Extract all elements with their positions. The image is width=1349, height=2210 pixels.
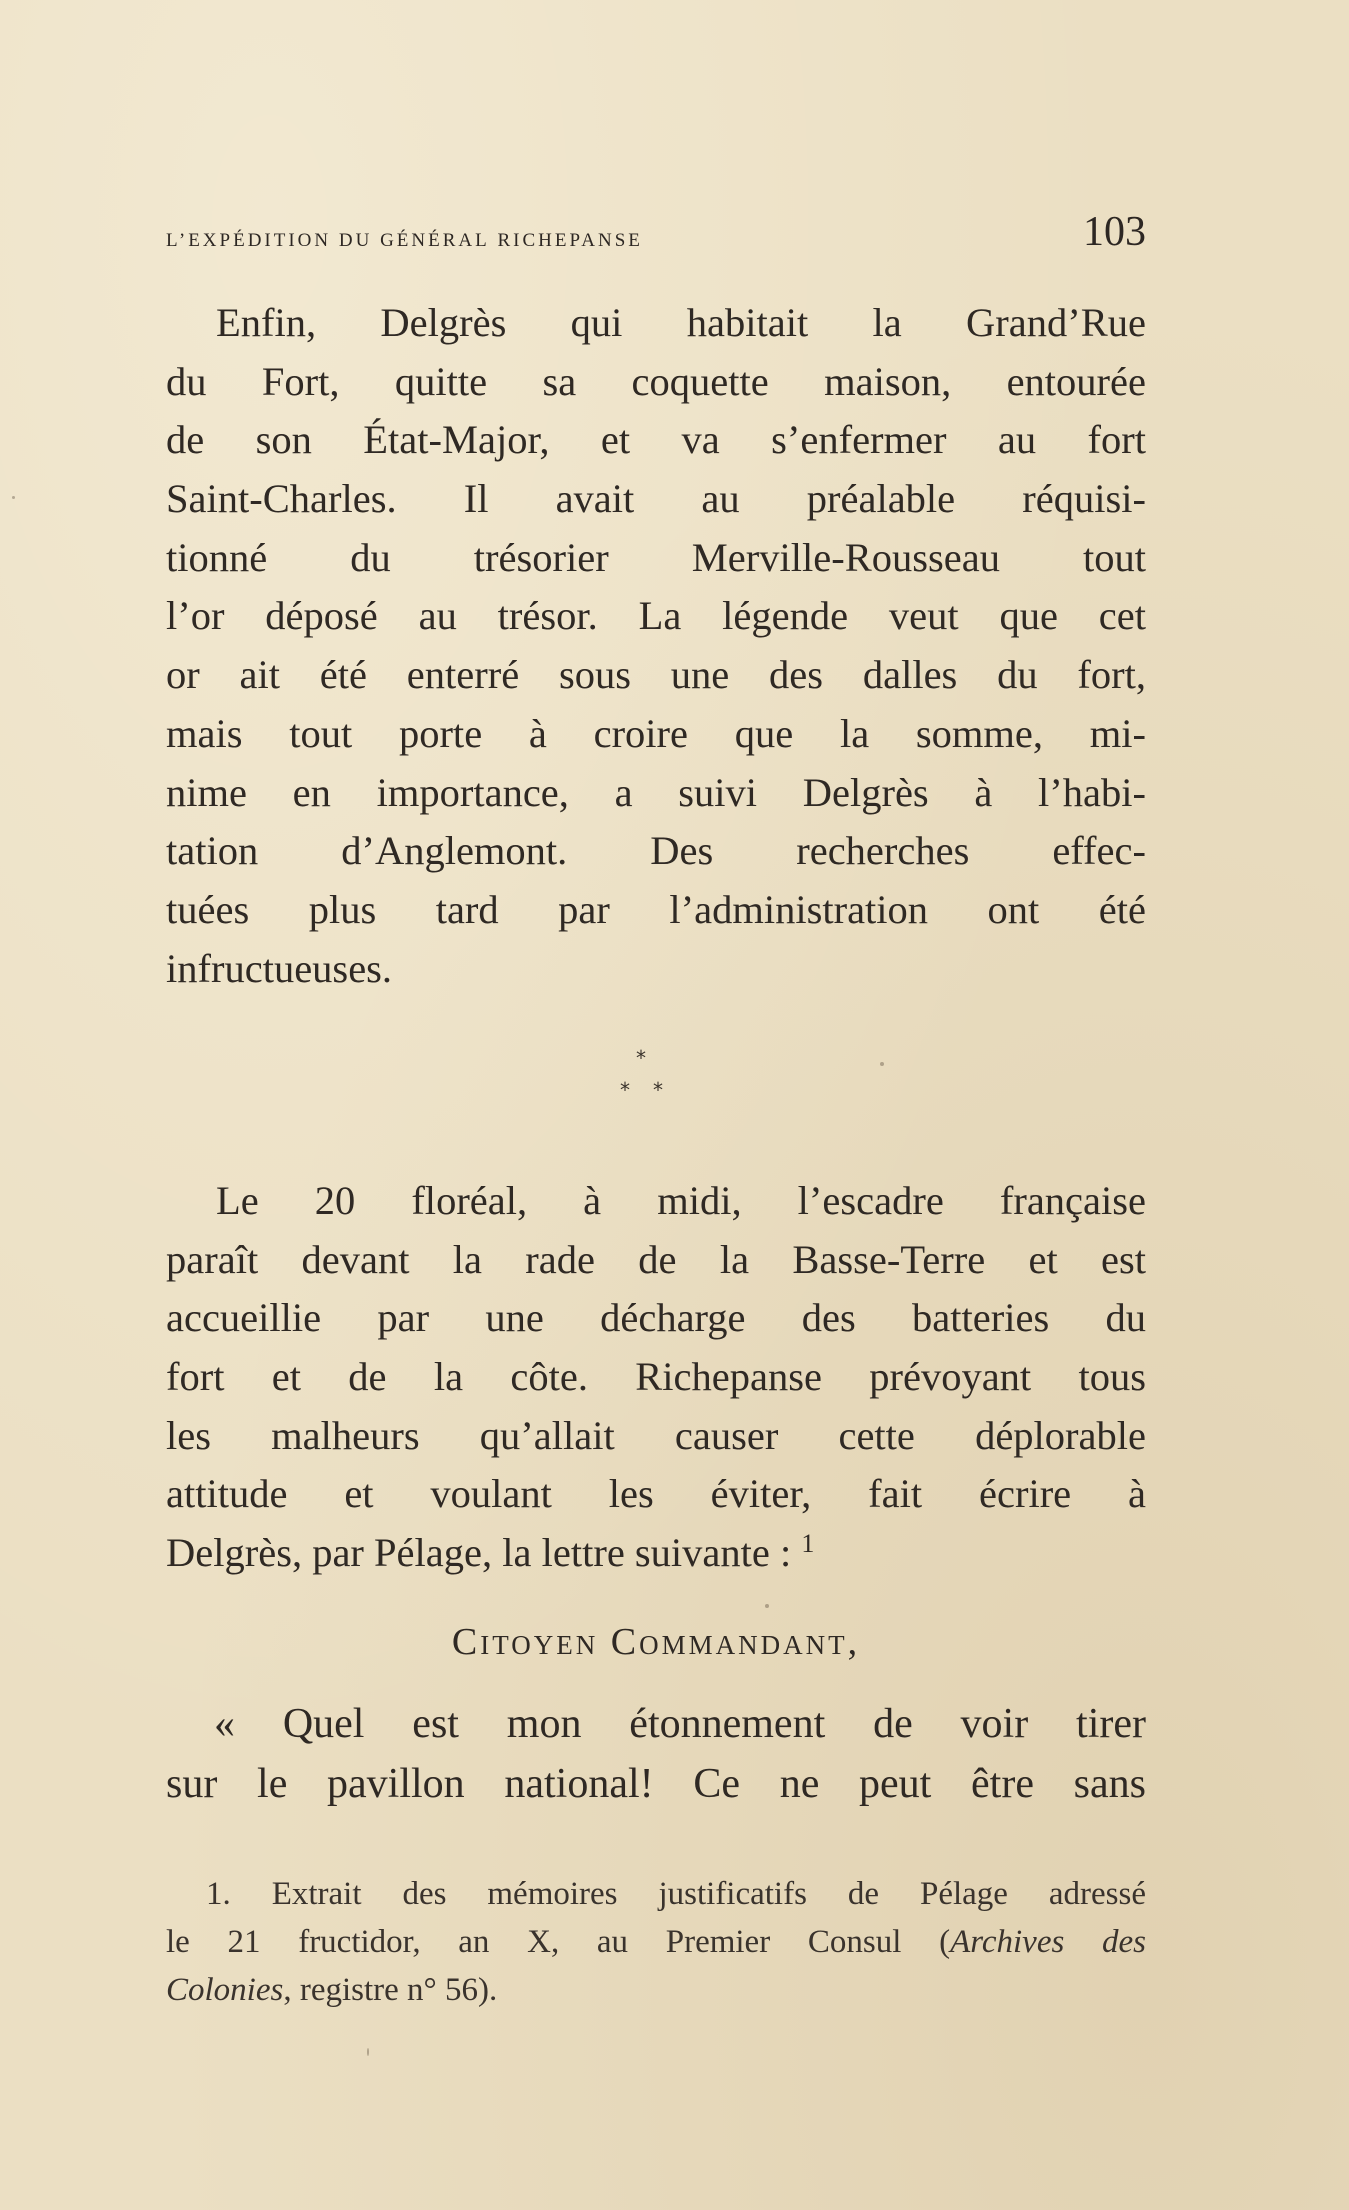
- asterism-star: *: [653, 1078, 663, 1102]
- paper-speck: [765, 1604, 769, 1608]
- text-line: tionné du trésorier Merville-Rousseau tout: [166, 534, 1146, 580]
- footnote-line: [166, 1918, 1146, 1966]
- text-line: fort et de la côte. Richepanse prévoyant tous: [166, 1354, 1146, 1400]
- text-line: Saint-Charles. Il avait au préalable réquisi-: [166, 476, 1146, 522]
- text-line: nime en importance, a suivi Delgrès à l’habi-: [166, 769, 1146, 815]
- text-line: tuées plus tard par l’administration ont été: [166, 886, 1146, 932]
- footnote: [166, 1870, 1146, 2014]
- letter-line: « Quel est mon étonnement de voir tirer: [214, 1701, 1146, 1747]
- text-line: Enfin, Delgrès qui habitait la Grand’Rue: [216, 300, 1146, 345]
- footnote-text: le 21 fructidor, an X, au Premier Consul (: [166, 1924, 951, 1960]
- text-line: or ait été enterré sous une des dalles du fort,: [166, 652, 1146, 698]
- text-line: Delgrès, par Pélage, la lettre suivante :: [166, 1530, 792, 1576]
- running-title: L’expédition du général richepanse: [166, 222, 643, 252]
- asterism-star: *: [636, 1046, 646, 1070]
- text-line: infructueuses.: [166, 945, 393, 991]
- page-number: 103: [1083, 209, 1146, 255]
- letter-body: [166, 1694, 1146, 1814]
- paragraph-escadre: [166, 1172, 1146, 1583]
- text-line: l’or déposé au trésor. La légende veut que cet: [166, 593, 1146, 639]
- footnote-reference[interactable]: 1: [801, 1529, 815, 1559]
- text-line: les malheurs qu’allait causer cette déplorable: [166, 1412, 1146, 1458]
- text-line: du Fort, quitte sa coquette maison, entourée: [166, 358, 1146, 404]
- footnote-text: , registre n° 56).: [283, 1972, 498, 2008]
- footnote-line: [166, 1870, 1146, 1918]
- text-line: accueillie par une décharge des batteries du: [166, 1295, 1146, 1341]
- running-head: [166, 208, 1146, 264]
- text-line: attitude et voulant les éviter, fait écrire à: [166, 1471, 1146, 1517]
- footnote-italic-text: Archives des: [950, 1924, 1147, 1960]
- text-line: mais tout porte à croire que la somme, mi-: [166, 710, 1146, 756]
- footnote-italic-text: Colonies: [166, 1972, 284, 2008]
- text-line: Le 20 floréal, à midi, l’escadre française: [216, 1178, 1146, 1223]
- paper-speck: [880, 1062, 884, 1066]
- paper-speck: [367, 2048, 369, 2056]
- text-line-with-footnote: [166, 1524, 1146, 1583]
- asterism-section-break: [610, 1048, 690, 1112]
- text-line: paraît devant la rade de la Basse-Terre et est: [166, 1236, 1146, 1282]
- footnote-line: [166, 1966, 1146, 2014]
- paper-speck: [12, 496, 15, 499]
- asterism-star: *: [620, 1078, 630, 1102]
- text-line: tation d’Anglemont. Des recherches effec-: [166, 828, 1146, 874]
- footnote-text: Extrait des mémoires justificatifs de Pélage adressé: [271, 1876, 1146, 1912]
- letter-salutation: Citoyen Commandant,: [451, 1621, 861, 1663]
- paragraph-delgres-fort: [166, 294, 1146, 998]
- text-line: de son État-Major, et va s’enfermer au fort: [166, 417, 1146, 463]
- letter-line: sur le pavillon national! Ce ne peut être sans: [166, 1761, 1146, 1807]
- footnote-number: 1.: [206, 1876, 231, 1912]
